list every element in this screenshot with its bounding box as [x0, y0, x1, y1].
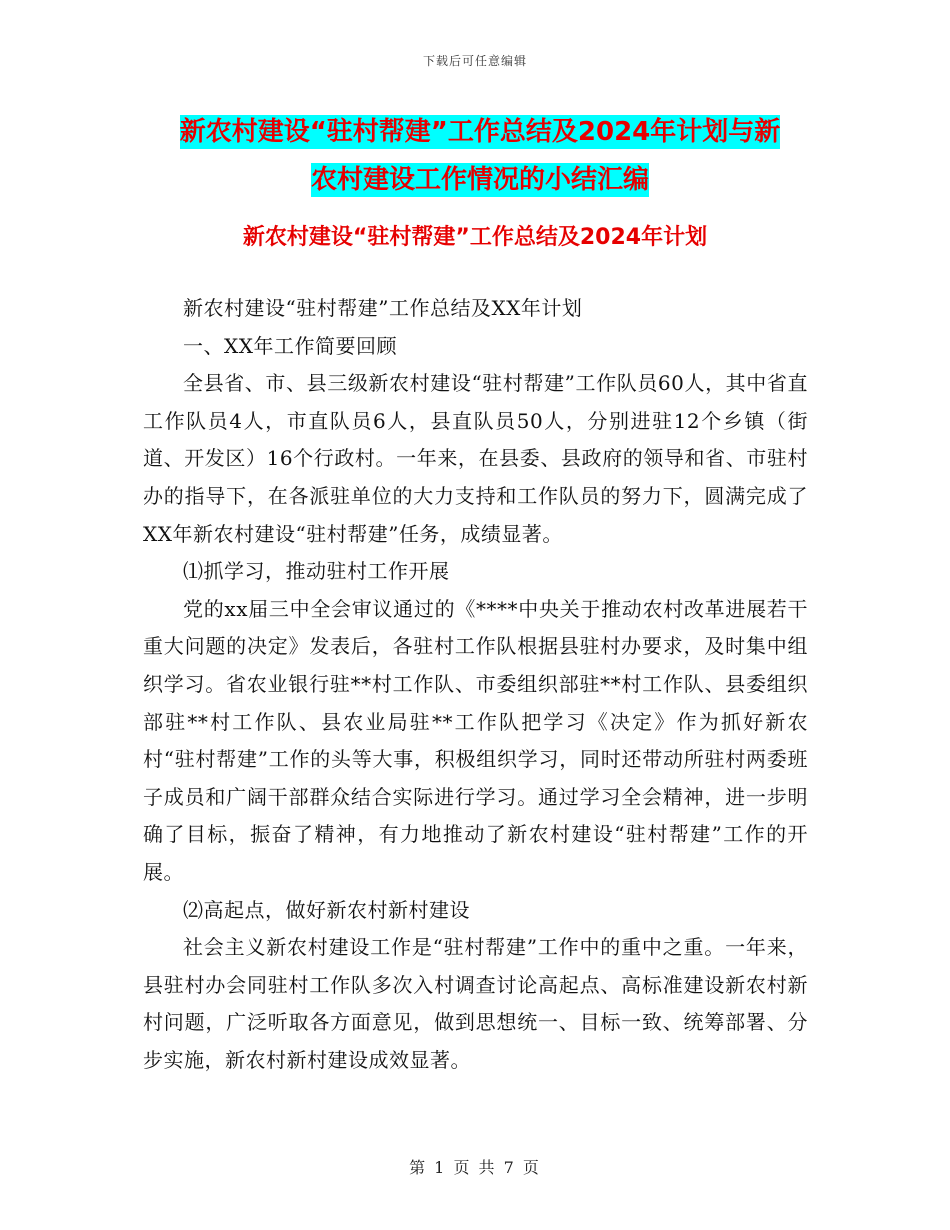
section-title: 新农村建设“驻村帮建”工作总结及2024年计划 — [242, 225, 708, 250]
body-text — [143, 290, 808, 1079]
main-title — [140, 108, 820, 204]
paragraph: 社会主义新农村建设工作是“驻村帮建”工作中的重中之重。一年来，县驻村办会同驻村工作队多次入村调查讨论高起点、高标准建设新农村新村问题，广泛听取各方面意见，做到思想统一、目标一致、统筹部署、分步实施，新农村新村建设成效显著。 — [143, 935, 808, 1072]
subsection-heading-construction: ⑵高起点，做好新农村新村建设 — [183, 897, 470, 922]
main-title-line-1: 新农村建设“驻村帮建”工作总结及2024年计划与新 — [179, 117, 781, 147]
paragraph-subtitle: 新农村建设“驻村帮建”工作总结及XX年计划 — [183, 296, 583, 320]
section-heading-review: 一、XX年工作简要回顾 — [183, 333, 397, 358]
page-footer: 第 1 页 共 7 页 — [409, 1158, 541, 1177]
paragraph: 党的xx届三中全会审议通过的《****中央关于推动农村改革进展若干重大问题的决定》发表后，各驻村工作队根据县驻村办要求，及时集中组织学习。省农业银行驻**村工作队、市委组织部驻**村工作队、县委组织部驻**村工作队、县农业局驻**工作队把学习《决定》作为抓好新农村“驻村帮建”工作的头等大事，积极组织学习，同时还带动所驻村两委班子成员和广阔干部群众结合实际进行学习。通过学习全会精神，进一步明确了目标，振奋了精神，有力地推动了新农村建设“驻村帮建”工作的开展。 — [143, 596, 808, 884]
subsection-heading-study: ⑴抓学习，推动驻村工作开展 — [183, 559, 450, 584]
paragraph: 全县省、市、县三级新农村建设“驻村帮建”工作队员60人，其中省直工作队员4人，市直队员6人，县直队员50人，分别进驻12个乡镇（街道、开发区）16个行政村。一年来，在县委、县政府的领导和省、市驻村办的指导下，在各派驻单位的大力支持和工作队员的努力下，圆满完成了XX年新农村建设“驻村帮建”任务，成绩显著。 — [143, 371, 808, 546]
header-note: 下载后可任意编辑 — [422, 54, 527, 68]
main-title-line-2: 农村建设工作情况的小结汇编 — [310, 165, 649, 195]
